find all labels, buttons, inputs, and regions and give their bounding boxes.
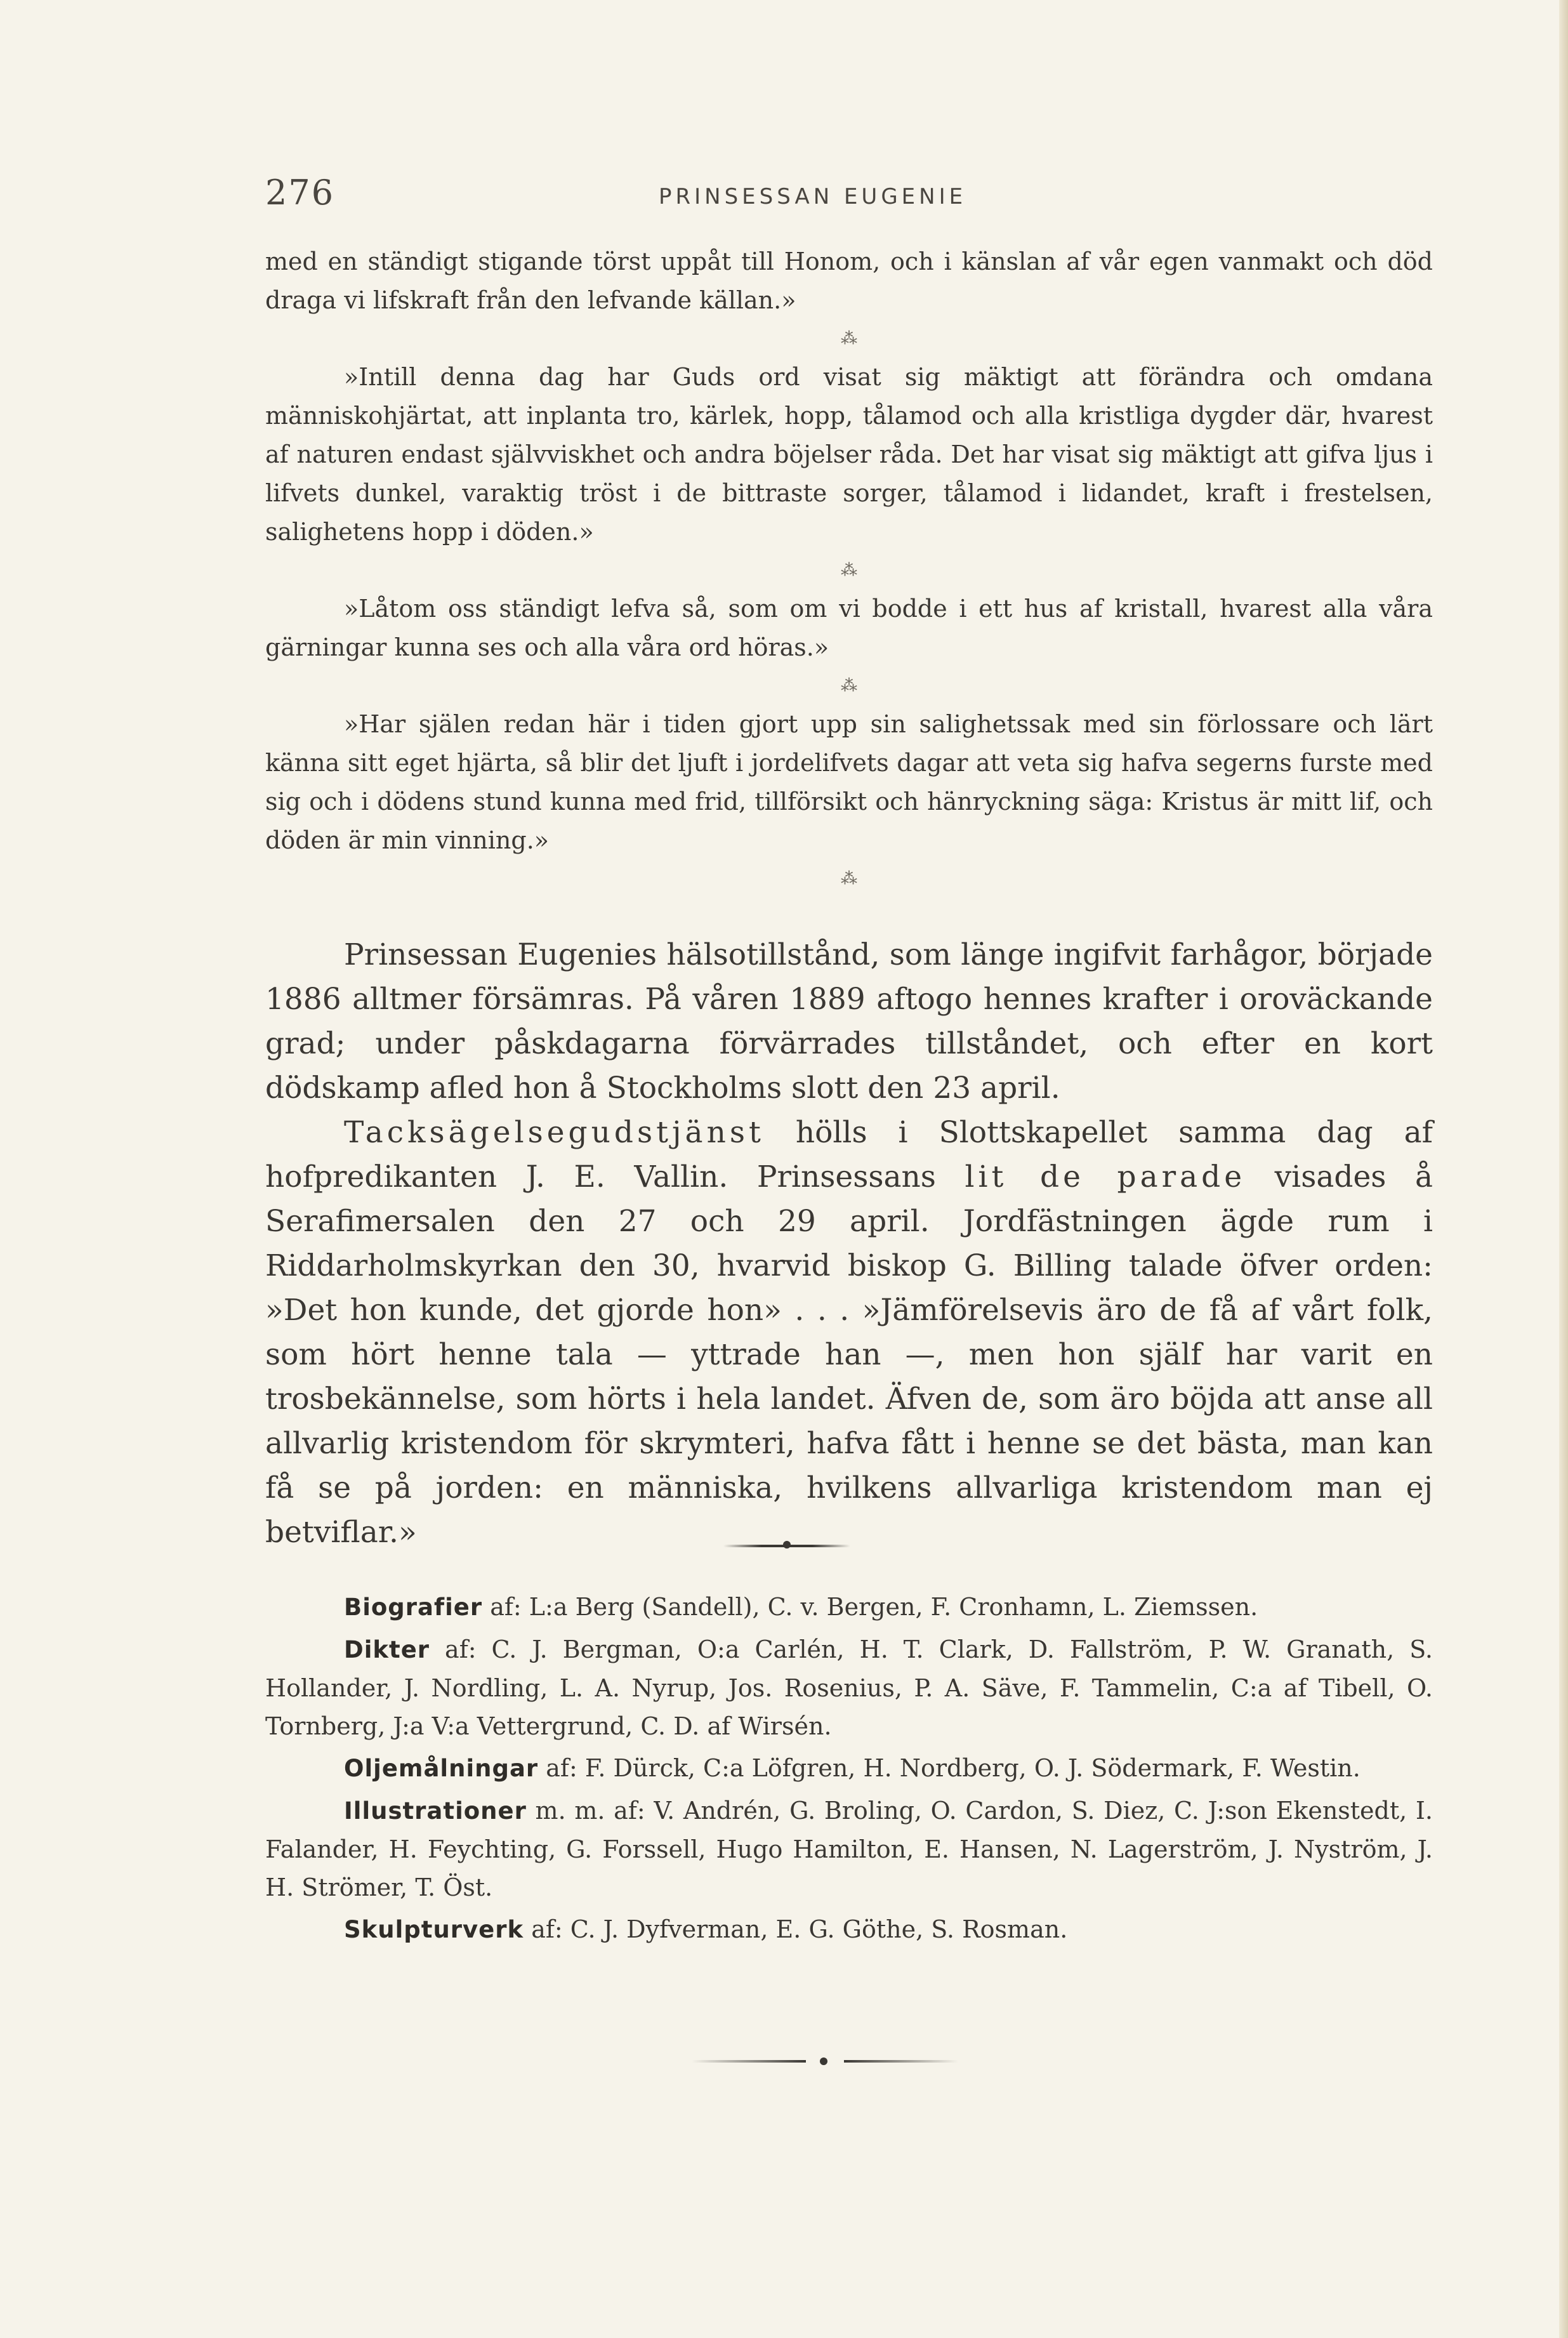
page-header xyxy=(265,173,1433,217)
credit-oljemalningar xyxy=(265,1749,1433,1788)
ornament-dot xyxy=(820,2057,827,2065)
credit-label: Dikter xyxy=(344,1636,430,1663)
credit-label: Illustrationer xyxy=(344,1797,527,1825)
credit-text: m. m. af: V. Andrén, G. Broling, O. Cardon, S. Diez, C. J:son Ekenstedt, I. Falander, H. Feychting, G. Forssell, Hugo Hamilton, E. Hansen, N. Lagerström, J. Nyström, J. H. Strömer, T. Öst. xyxy=(265,1797,1433,1901)
asterism-divider: ⁂ xyxy=(841,869,857,888)
end-ornament xyxy=(692,2055,958,2068)
spaced-word-2: lit de parade xyxy=(965,1159,1246,1194)
credit-biografier xyxy=(265,1588,1433,1627)
credit-label: Skulpturverk xyxy=(344,1916,524,1943)
ornament-line-left xyxy=(692,2060,806,2063)
quotes-section xyxy=(265,242,1433,898)
spaced-word-1: Tacksägelsegudstjänst xyxy=(344,1115,765,1150)
credit-text: af: C. J. Dyfverman, E. G. Göthe, S. Rosman. xyxy=(524,1915,1068,1943)
credit-illustrationer xyxy=(265,1792,1433,1906)
quote-2: »Intill denna dag har Guds ord visat sig mäktigt att förändra och omdana människohjärtat, att inplanta tro, kärlek, hopp, tålamod och alla kristliga dygder där, hvarest af naturen endast självviskhet och andra böjelser råda. Det har visat sig mäktigt att gifva ljus i lifvets dunkel, varaktig tröst i de bittraste sorger, tålamod i lidandet, kraft i frestelsen, salighetens hopp i döden.» xyxy=(265,363,1433,546)
paragraph-funeral-part-a: hölls i Slottskapellet samma dag af hofpredikanten J. E. Vallin. Prinsessans xyxy=(265,1115,1433,1194)
asterism-divider: ⁂ xyxy=(841,561,857,580)
rule-dot xyxy=(783,1541,791,1549)
credit-text: af: C. J. Bergman, O:a Carlén, H. T. Clark, D. Fallström, P. W. Granath, S. Hollander, J. Nordling, L. A. Nyrup, Jos. Rosenius, P. A. Säve, F. Tammelin, C:a af Tibell, O. Tornberg, J:a V:a Vettergrund, C. D. af Wirsén. xyxy=(265,1635,1433,1740)
asterism-divider: ⁂ xyxy=(841,677,857,696)
credit-text: af: L:a Berg (Sandell), C. v. Bergen, F. Cronhamn, L. Ziemssen. xyxy=(482,1593,1258,1621)
credits-section xyxy=(265,1588,1433,1953)
paragraph-funeral xyxy=(265,1111,1433,1555)
ornament-line-right xyxy=(844,2060,958,2063)
page-edge xyxy=(1559,0,1568,2338)
credit-dikter xyxy=(265,1630,1433,1745)
main-text xyxy=(265,933,1433,1555)
credit-skulpturverk xyxy=(265,1910,1433,1949)
quote-4: »Har själen redan här i tiden gjort upp sin salighetssak med sin förlossare och lärt känna sitt eget hjärta, så blir det ljuft i jordelifvets dagar att veta sig hafva segerns furste med sig och i dödens stund kunna med frid, tillförsikt och hänryckning säga: Kristus är mitt lif, och döden är min vinning.» xyxy=(265,710,1433,854)
paragraph-health: Prinsessan Eugenies hälsotillstånd, som länge ingifvit farhågor, började 1886 alltmer försämras. På våren 1889 aftogo hennes krafter i oroväckande grad; under påskdagarna förvärrades tillståndet, och efter en kort dödskamp afled hon å Stockholms slott den 23 april. xyxy=(265,937,1433,1106)
quote-1: med en ständigt stigande törst uppåt till Honom, och i känslan af vår egen vanmakt och död draga vi lifskraft från den lefvande källan.» xyxy=(265,248,1433,314)
asterism-divider: ⁂ xyxy=(841,329,857,348)
credit-label: Biografier xyxy=(344,1594,483,1621)
running-title: PRINSESSAN EUGENIE xyxy=(659,184,967,209)
page-number: 276 xyxy=(265,173,335,213)
quote-3: »Låtom oss ständigt lefva så, som om vi bodde i ett hus af kristall, hvarest alla våra gärningar kunna ses och alla våra ord höras.» xyxy=(265,595,1433,661)
paragraph-funeral-part-b: visades å Serafimersalen den 27 och 29 april. Jordfästningen ägde rum i Riddarholmskyrkan den 30, hvarvid biskop G. Billing talade öfver orden: »Det hon kunde, det gjorde hon» . . . »Jämförelsevis äro de få af vårt folk, som hört henne tala — yttrade han —, men hon själf har varit en trosbekännelse, som hörts i hela landet. Äfven de, som äro böjda att anse all allvarlig kristendom för skrymteri, hafva fått i henne se det bästa, man kan få se på jorden: en människa, hvilkens allvarliga kristendom man ej betviflar.» xyxy=(265,1159,1433,1550)
credit-text: af: F. Dürck, C:a Löfgren, H. Nordberg, O. J. Södermark, F. Westin. xyxy=(538,1754,1360,1782)
credit-label: Oljemålningar xyxy=(344,1755,539,1782)
section-rule xyxy=(723,1545,850,1547)
